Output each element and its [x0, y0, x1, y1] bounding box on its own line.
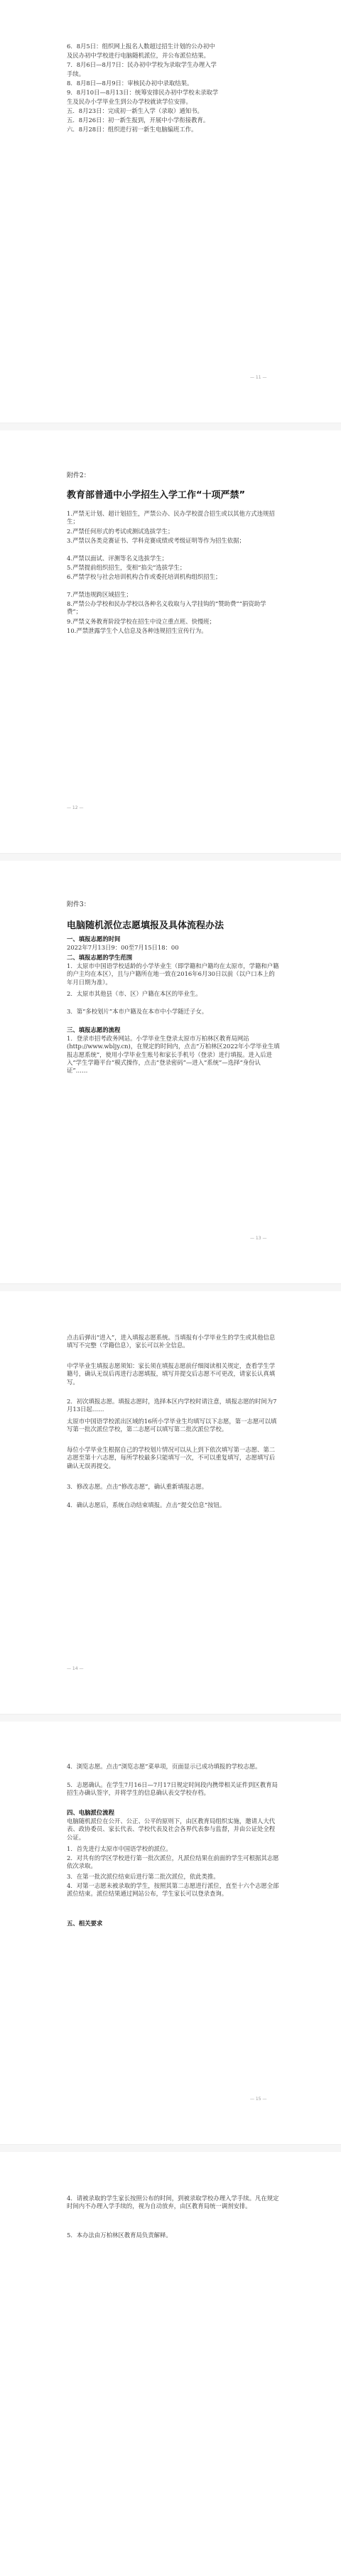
text-line: 中学毕业生填报志愿须知：家长须在填报志愿前仔细阅读相关规定，查看学生学籍号，确认无误后再进行志愿填报，填写并提交后志愿不可更改，请家长认真填写。 [67, 1362, 276, 1386]
document-page-2 [0, 430, 341, 853]
text-line: 1．登录市招考政务网站。小学毕业生登录太原市万柏林区教育局网站(http://www.wbljy.cn)，在规定的时间内，点击“万柏林区2022年小学毕业生填报志愿系统”，使用小学毕业生账号和家长手机号（登录）进行填报。进入后进入“学生学籍平台”模式操作，点击“登录密码”—进入“系统”—选择“身份认证”…… [67, 1035, 280, 1075]
text-line: 6．8月5日：组织网上报名人数超过招生计划的公办初中 [67, 43, 215, 50]
document-page-3 [0, 861, 341, 1283]
text-line: 4．对第一志愿未被录取的学生，按照其第二志愿进行派位，直至十六个志愿全部派位结束。派位结果通过网站公布，学生家长可以登录查询。 [67, 1882, 279, 1898]
rule-item: 4.严禁以面试、评测等名义选拔学生； [67, 555, 168, 562]
text-line: 2．太原市其他县（市、区）户籍在本区的毕业生。 [67, 990, 202, 997]
text-line: 2．初次填报志愿。填报志愿时，选择本区内学校时请注意，填报志愿的时间为7月13日起…… [67, 1398, 277, 1413]
page-number: — 12 — [67, 805, 84, 810]
attachment-label: 附件2： [67, 472, 90, 479]
text-line: 手续。 [67, 70, 85, 77]
page-number: — 14 — [67, 1666, 84, 1671]
text-line: 电脑随机派位在公开、公正、公平的原则下，由区教育局组织实施，邀请人大代表、政协委员、家长代表、学校代表及社会各界代表参与监督，并由公证处全程公证。 [67, 1817, 276, 1841]
text-line: 3．第“多校划片”本市户籍及在本市中小学随迁子女。 [67, 1008, 208, 1015]
rule-item: 1.严禁无计划、超计划招生，严禁公办、民办学校混合招生或以其他方式违规招生； [67, 510, 275, 526]
page-title: 电脑随机派位志愿填报及具体流程办法 [67, 920, 224, 931]
text-line: 5．本办法由万柏林区教育局负责解释。 [67, 2232, 172, 2239]
text-line: 2022年7月13日9：00至7月15日18：00 [67, 944, 179, 951]
text-line: 8．8月8日—8月9日：审核民办初中录取结果。 [67, 80, 193, 87]
text-line: 每位小学毕业生根据自己的学校划片情况可以从上到下依次填写第一志愿、第二志愿至第十六志愿，每所学校最多只能填写一次，不可以重复填写，志愿填写后确认无误再提交。 [67, 1446, 276, 1469]
text-line: 太原市中国语学校派出区域的16所小学毕业生均填写以下志愿，第一志愿可以填写第一批次派位学校，第二志愿可以填写第二批次派位学校。 [67, 1418, 277, 1433]
text-line: 4．浏览志愿。点击“浏览志愿”菜单项，页面显示已成功填报的学校志愿。 [67, 1763, 261, 1770]
text-line: 六．8月28日：组织进行初一新生电脑编班工作。 [67, 126, 197, 133]
rule-item: 5.严禁提前组织招生，变相“掐尖”选拔学生； [67, 564, 186, 571]
rule-item: 2.严禁任何形式的考试或测试选拔学生； [67, 528, 174, 535]
section-heading: 二、填报志愿的学生范围 [67, 954, 133, 961]
page-number: — 15 — [250, 2097, 267, 2102]
section-heading: 一、填报志愿的时间 [67, 935, 121, 942]
page-number: — 13 — [250, 1236, 267, 1241]
text-line: 五．8月26日：初一新生报到，开展中小学衔接教育。 [67, 116, 210, 124]
rule-item: 6.严禁学校与社会培训机构合作或委托培训机构组织招生； [67, 573, 222, 580]
text-line: 4．请被录取的学生家长按照公布的时间，到被录取学校办理入学手续。凡在规定时间内不办理入学手续的，视为自动放弃，由区教育局统一调剂安排。 [67, 2195, 279, 2210]
document-page-6 [0, 2152, 341, 2576]
text-line: 2．对共有的学区学校进行第一批次派位，凡派位结果在前面的学生可根据其志愿依次录取。 [67, 1854, 279, 1870]
document-page-5 [0, 1722, 341, 2144]
text-line: 点击后弹出“进入”，进入填报志愿系统。当填报有小学毕业生的学生或其他信息填写不完整（学籍信息），家长可以补全信息。 [67, 1334, 276, 1349]
text-line: 7．8月6日—8月7日：民办初中学校为录取学生办理入学 [67, 61, 217, 68]
text-line: 1．首先进行太原市中国语学校的派位。 [67, 1845, 172, 1852]
section-heading: 三、填报志愿的流程 [67, 1026, 121, 1033]
rule-item: 10.严禁泄露学生个人信息及各种违规招生宣传行为。 [67, 627, 207, 634]
text-line: 5．志愿确认。在学生7月16日—7月17日规定时间段内携带相关证件到区教育局招生办确认签字，并将学生的信息确认表交学校存档。 [67, 1781, 278, 1797]
page-title: 教育部普通中小学招生入学工作“十项严禁” [67, 490, 246, 501]
text-line: 9．8月10日—8月13日：统筹安排民办初中学校未录取学 [67, 89, 219, 96]
rule-item: 8.严禁公办学校和民办学校以各种名义收取与入学挂钩的“赞助费”“捐资助学费”； [67, 600, 266, 616]
page-number: — 11 — [250, 375, 267, 380]
section-heading: 五、相关要求 [67, 1920, 103, 1927]
section-heading: 四、电脑派位流程 [67, 1809, 114, 1816]
text-line: 及民办初中学校进行电脑随机派位，并公布派位结果。 [67, 52, 210, 59]
text-line: 3．在第一批次派位结束后进行第二批次派位，依此类推。 [67, 1873, 220, 1880]
rule-item: 7.严禁违规跨区域招生； [67, 591, 132, 598]
text-line: 1．太原市中国语学校适龄的小学毕业生（即学籍和户籍均在太原市，学籍和户籍的户主均在本区），且与户籍所在地一致在2016年6月30日以前（以户口本上的年月日期为准）。 [67, 962, 279, 986]
text-line: 五．8月23日：完成初一新生入学（录取）通知书。 [67, 107, 203, 114]
attachment-label: 附件3： [67, 901, 90, 908]
text-line: 4．确认志愿后，系统自动结束填报。点击“提交信息”按钮。 [67, 1501, 226, 1509]
document-page-4 [0, 1291, 341, 1714]
text-line: 生及民办小学毕业生到公办学校就读学位安排。 [67, 98, 192, 105]
text-line: 3．修改志愿。点击“修改志愿”，确认重新填报志愿。 [67, 1483, 208, 1490]
document-page-1 [0, 0, 341, 423]
rule-item: 3.严禁以各类竞赛证书、学科竞赛成绩或考级证明等作为招生依据； [67, 537, 245, 544]
rule-item: 9.严禁义务教育阶段学校在招生中设立重点班、快慢班； [67, 618, 215, 625]
